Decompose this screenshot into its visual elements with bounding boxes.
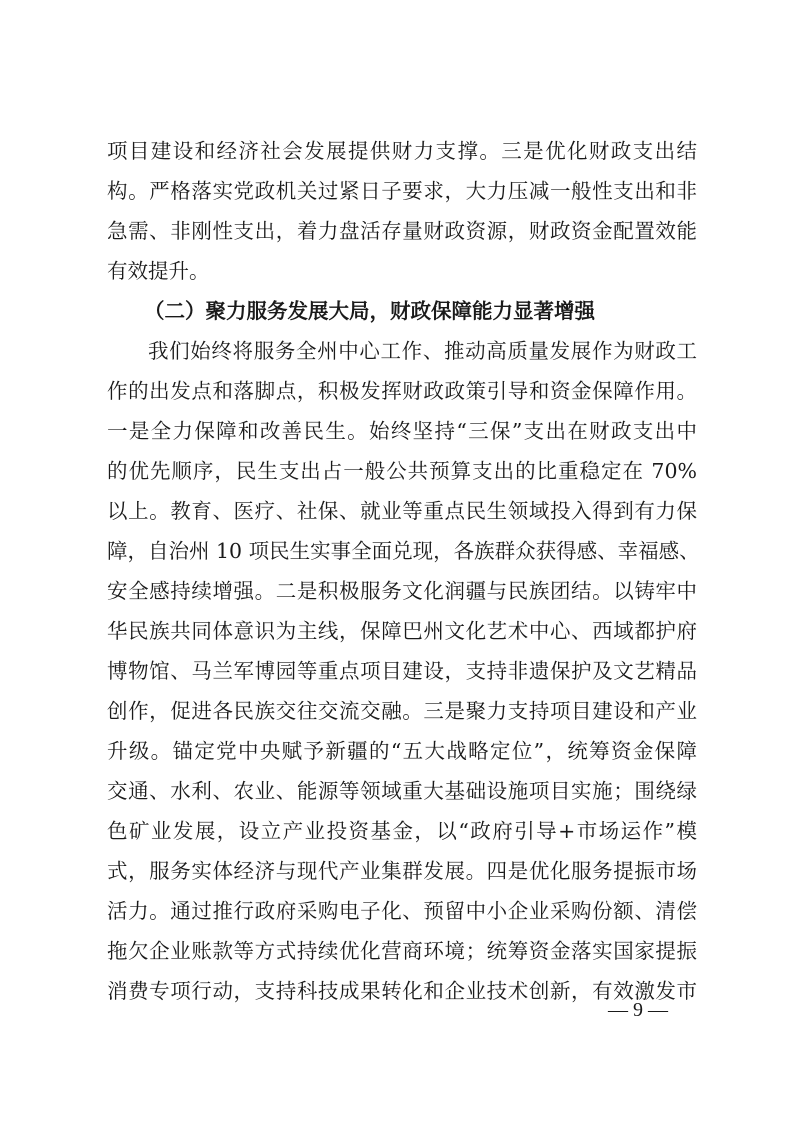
paragraph-line: 活力。通过推行政府采购电子化、预留中小企业采购份额、清偿 <box>107 899 697 923</box>
paragraph-line: 以上。教育、医疗、社保、就业等重点民生领域投入得到有力保 <box>107 499 697 523</box>
paragraph-line: 构。严格落实党政机关过紧日子要求，大力压减一般性支出和非 <box>107 179 697 203</box>
paragraph-line: 拖欠企业账款等方式持续优化营商环境；统筹资金落实国家提振 <box>107 939 697 963</box>
paragraph-line: 项目建设和经济社会发展提供财力支撑。三是优化财政支出结 <box>107 139 697 163</box>
paragraph-line: 消费专项行动，支持科技成果转化和企业技术创新，有效激发市 <box>107 979 697 1003</box>
paragraph-line: 交通、水利、农业、能源等领域重大基础设施项目实施；围绕绿 <box>107 779 697 803</box>
paragraph-line: 有效提升。 <box>107 259 210 283</box>
paragraph-line: 障，自治州 10 项民生实事全面兑现，各族群众获得感、幸福感、 <box>107 539 700 563</box>
paragraph-line: 博物馆、马兰军博园等重点项目建设，支持非遗保护及文艺精品 <box>107 659 697 683</box>
page-number: — 9 — <box>608 999 668 1021</box>
paragraph-line: 作的出发点和落脚点，积极发挥财政政策引导和资金保障作用。 <box>107 379 697 403</box>
paragraph-line: 的优先顺序，民生支出占一般公共预算支出的比重稳定在 70% <box>107 459 697 483</box>
paragraph-line: 升级。锚定党中央赋予新疆的“五大战略定位”，统筹资金保障 <box>107 739 697 763</box>
paragraph-line: 我们始终将服务全州中心工作、推动高质量发展作为财政工 <box>148 339 697 363</box>
paragraph-line: 华民族共同体意识为主线，保障巴州文化艺术中心、西域都护府 <box>107 619 697 643</box>
paragraph-line: 色矿业发展，设立产业投资基金，以“政府引导+市场运作”模 <box>107 819 697 843</box>
paragraph-line: 创作，促进各民族交往交流交融。三是聚力支持项目建设和产业 <box>107 699 697 723</box>
section-heading: （二）聚力服务发展大局，财政保障能力显著增强 <box>144 299 595 323</box>
paragraph-line: 安全感持续增强。二是积极服务文化润疆与民族团结。以铸牢中 <box>107 579 697 603</box>
paragraph-line: 急需、非刚性支出，着力盘活存量财政资源，财政资金配置效能 <box>107 219 697 243</box>
paragraph-line: 式，服务实体经济与现代产业集群发展。四是优化服务提振市场 <box>107 859 697 883</box>
paragraph-line: 一是全力保障和改善民生。始终坚持“三保”支出在财政支出中 <box>107 419 697 443</box>
